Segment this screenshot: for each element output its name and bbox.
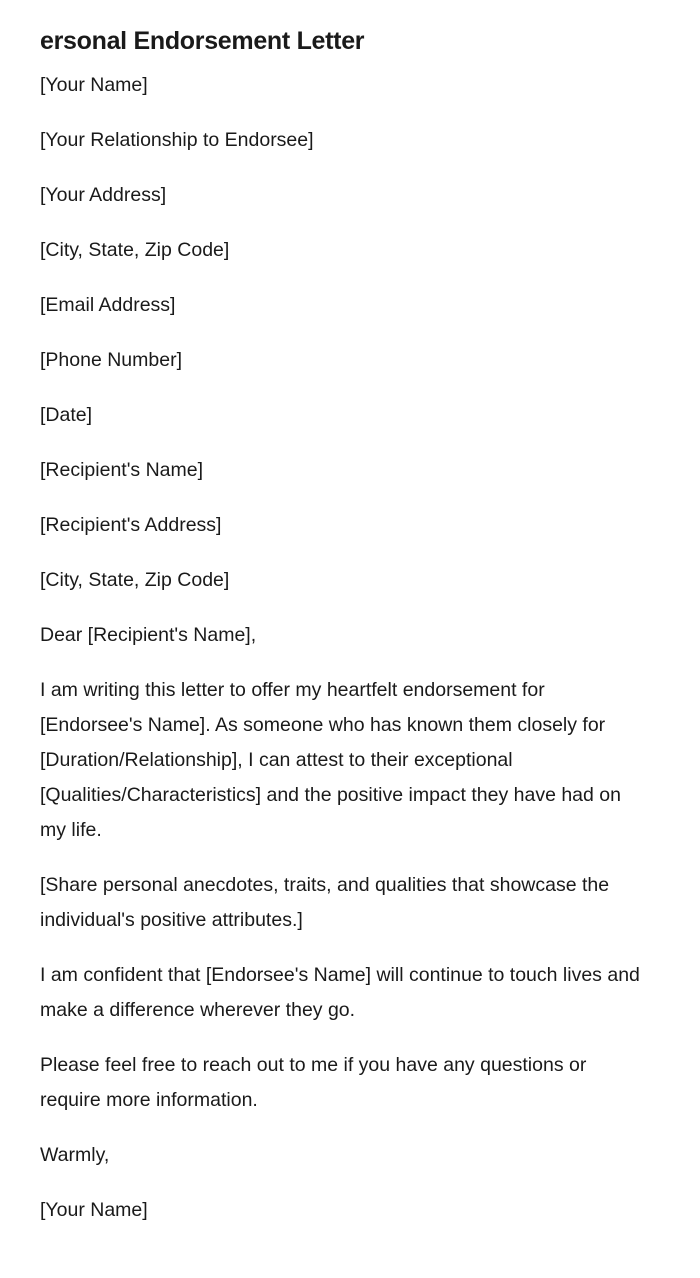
sender-relationship: [Your Relationship to Endorsee] bbox=[40, 129, 314, 151]
body-paragraph: I am writing this letter to offer my heartfelt endorsement for [Endorsee's Name]. As someone who has known them closely for [Duration/Relationship], I can attest to their exceptional [Qualities/Characteristics] and the positive impact they have had on my life. bbox=[40, 679, 621, 841]
sender-city-state-zip: [City, State, Zip Code] bbox=[40, 239, 230, 261]
signature-name: [Your Name] bbox=[40, 1199, 148, 1221]
recipient-city-state-zip: [City, State, Zip Code] bbox=[40, 569, 230, 591]
body-paragraph: [Share personal anecdotes, traits, and qualities that showcase the individual's positive attributes.] bbox=[40, 874, 610, 931]
recipient-address: [Recipient's Address] bbox=[40, 514, 222, 536]
sender-name: [Your Name] bbox=[40, 74, 148, 96]
sender-email: [Email Address] bbox=[40, 294, 176, 316]
letter-date: [Date] bbox=[40, 404, 93, 426]
sender-address: [Your Address] bbox=[40, 184, 167, 206]
recipient-name: [Recipient's Name] bbox=[40, 459, 204, 481]
sender-phone: [Phone Number] bbox=[40, 349, 182, 371]
body-paragraph: Please feel free to reach out to me if you have any questions or require more information. bbox=[40, 1054, 587, 1111]
salutation: Dear [Recipient's Name], bbox=[40, 624, 257, 646]
closing: Warmly, bbox=[40, 1144, 110, 1166]
body-paragraph: I am confident that [Endorsee's Name] will continue to touch lives and make a difference wherever they go. bbox=[40, 964, 640, 1021]
letter-title: ersonal Endorsement Letter bbox=[40, 27, 365, 55]
